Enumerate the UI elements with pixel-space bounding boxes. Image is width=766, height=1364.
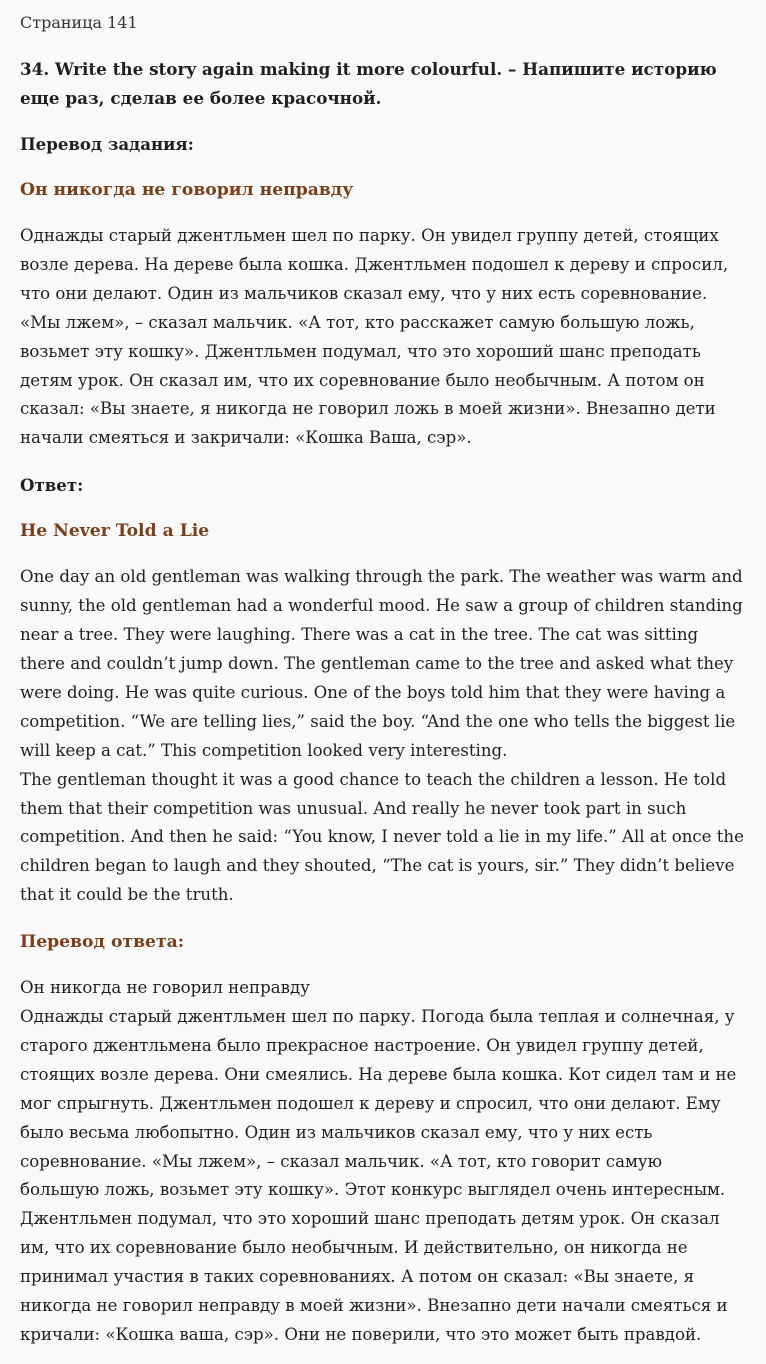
answer-translation-paragraph-2: Джентльмен подумал, что это хороший шанс преподать детям урок. Он сказал им, что их соревнование было необычным. И действительно, он никогда не принимал участия в таких соревнованиях. А потом он сказал: «Вы знаете, я никогда не говорил неправду в моей жизни». Внезапно дети начали смеяться и кричали: «Кошка ваша, сэр». Они не поверили, что это может быть правдой. [20,1209,728,1344]
answer-translation-paragraph-1: Однажды старый джентльмен шел по парку. Погода была теплая и солнечная, у старого джентльмена было прекрасное настроение. Он увидел группу детей, стоящих возле дерева. Они смеялись. На дереве была кошка. Кот сидел там и не мог спрыгнуть. Джентльмен подошел к дереву и спросил, что они делают. Ему было весьма любопытно. Один из мальчиков сказал ему, что у них есть соревнование. «Мы лжем», – сказал мальчик. «А тот, кто говорит самую большую ложь, возьмет эту кошку». Этот конкурс выглядел очень интересным. [20,1007,737,1200]
answer-paragraph-2: The gentleman thought it was a good chance to teach the children a lesson. He told them that their competition was unusual. And really he never took part in such competition. And then he said: “You know, I never told a lie in my life.” All at once the children began to laugh and they shouted, “The cat is yours, sir.” They didn’t believe that it could be the truth. [20,769,744,905]
task-translation-label: Перевод задания: [20,134,194,154]
task-statement [20,55,746,112]
task-number: 34. [20,59,50,79]
task-translation-title: Он никогда не говорил неправду [20,180,354,200]
answer-label: Ответ: [20,475,84,496]
answer-title: He Never Told a Lie [20,521,210,542]
page-number-label: Страница 141 [20,13,138,32]
answer-paragraph-1: One day an old gentleman was walking through the park. The weather was warm and sunny, the old gentleman had a wonderful mood. He saw a group of children standing near a tree. They were laughing. There was a cat in the tree. The cat was sitting there and couldn’t jump down. The gentleman came to the tree and asked what they were doing. He was quite curious. One of the boys told him that they were having a competition. “We are telling lies,” said the boy. “And the one who tells the biggest lie will keep a cat.” This competition looked very interesting. [20,567,743,760]
task-text: Write the story again making it more colourful. – Напишите историю еще раз, сделав ее более красочной. [20,59,717,108]
task-translation-text: Однажды старый джентльмен шел по парку. Он увидел группу детей, стоящих возле дерева. На дереве была кошка. Джентльмен подошел к дереву и спросил, что они делают. Один из мальчиков сказал ему, что у них есть соревнование. «Мы лжем», – сказал мальчик. «А тот, кто расскажет самую большую ложь, возьмет эту кошку». Джентльмен подумал, что это хороший шанс преподать детям урок. Он сказал им, что их соревнование было необычным. А потом он сказал: «Вы знаете, я никогда не говорил ложь в моей жизни». Внезапно дети начали смеяться и закричали: «Кошка Ваша, сэр». [20,226,729,448]
answer-translation-title: Он никогда не говорил неправду [20,978,310,998]
answer-translation-label: Перевод ответа: [20,932,185,953]
